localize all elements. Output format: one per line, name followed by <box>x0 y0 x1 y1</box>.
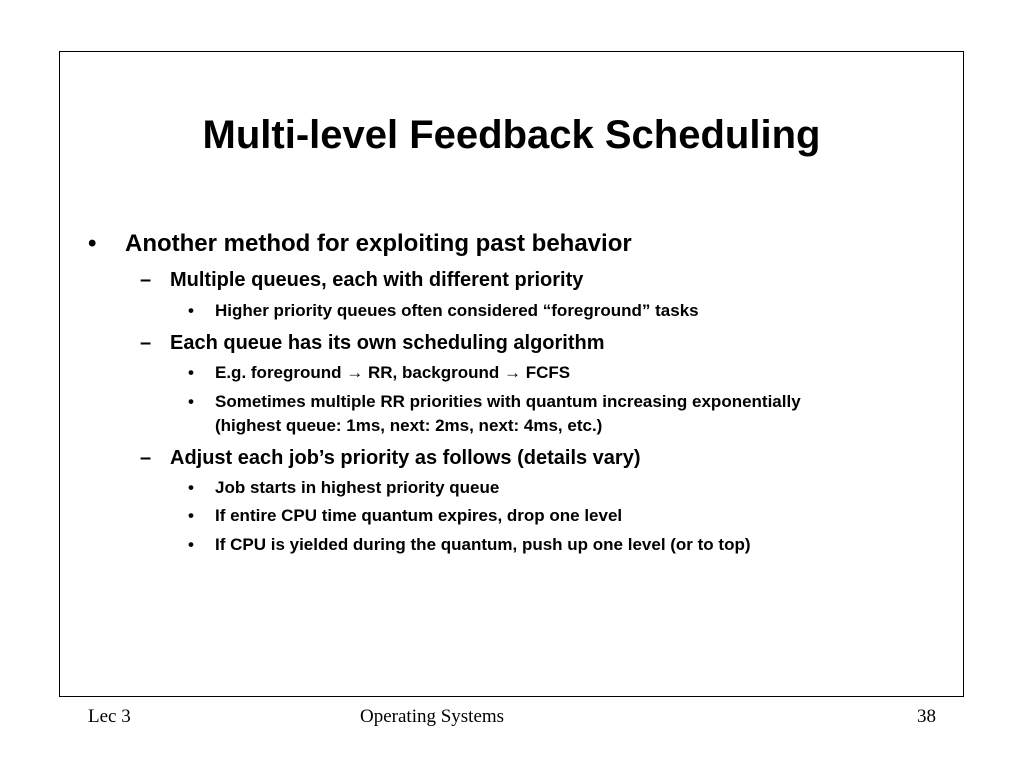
footer-page-number: 38 <box>917 706 936 727</box>
bullet-marker: • <box>188 301 194 320</box>
bullet-marker: • <box>188 535 194 554</box>
bullet-marker: • <box>88 230 97 257</box>
bullet-marker: • <box>188 506 194 525</box>
bullet-text-level-2: Adjust each job’s priority as follows (details vary) <box>170 447 641 469</box>
bullet-text-level-2: Each queue has its own scheduling algorithm <box>170 332 605 354</box>
bullet-text-level-3: If CPU is yielded during the quantum, push up one level (or to top) <box>215 535 751 554</box>
bullet-text-level-3: (highest queue: 1ms, next: 2ms, next: 4ms, etc.) <box>215 416 603 435</box>
footer-lecture: Lec 3 <box>88 706 131 727</box>
bullet-text-level-1: Another method for exploiting past behavior <box>125 230 632 257</box>
bullet-text-level-3: E.g. foreground → RR, background → FCFS <box>215 363 571 382</box>
bullet-text-level-3: Job starts in highest priority queue <box>215 478 500 497</box>
slide-title: Multi-level Feedback Scheduling <box>202 113 821 157</box>
dash-marker: – <box>140 269 152 291</box>
dash-marker: – <box>140 332 152 354</box>
dash-marker: – <box>140 447 152 469</box>
bullet-marker: • <box>188 392 194 411</box>
bullet-marker: • <box>188 478 194 497</box>
bullet-text-level-3: Higher priority queues often considered “foreground” tasks <box>215 301 699 320</box>
bullet-text-level-2: Multiple queues, each with different priority <box>170 269 584 291</box>
footer-course: Operating Systems <box>360 706 505 727</box>
bullet-text-level-3: If entire CPU time quantum expires, drop one level <box>215 506 623 525</box>
bullet-text-level-3: Sometimes multiple RR priorities with quantum increasing exponentially <box>215 392 801 411</box>
bullet-marker: • <box>188 363 194 382</box>
